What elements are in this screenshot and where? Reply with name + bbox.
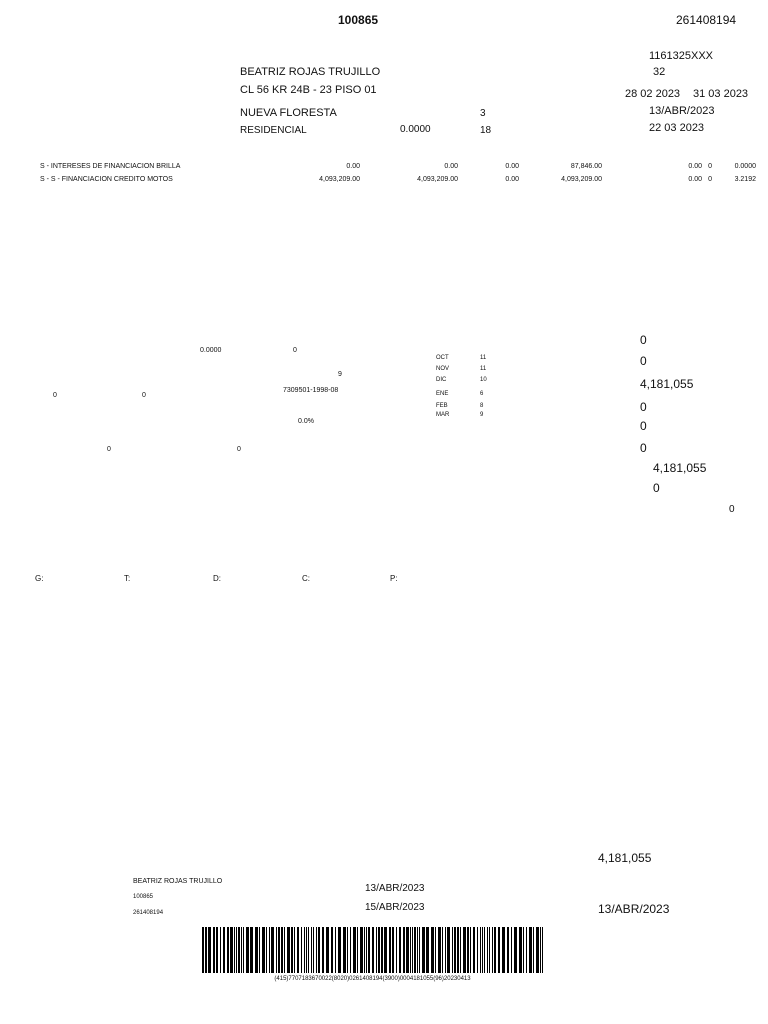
barcode-bar (452, 927, 453, 973)
barcode-bar (494, 927, 496, 973)
charge-col-3: 0.00 (505, 176, 519, 183)
charge-col-5: 0.00 (688, 176, 702, 183)
charge-row (40, 163, 760, 173)
rate-secondary: 0.0000 (200, 347, 222, 354)
barcode-bar (392, 927, 394, 973)
barcode-bar (463, 927, 466, 973)
barcode-bar (419, 927, 420, 973)
customer-address: CL 56 KR 24B - 23 PISO 01 (240, 84, 377, 96)
history-month: DIC (436, 377, 447, 383)
barcode-bar (477, 927, 478, 973)
barcode-bar (278, 927, 280, 973)
issue-date: 22 03 2023 (649, 122, 705, 134)
code-d-label: D: (213, 574, 221, 583)
code-c-label: C: (302, 574, 310, 583)
barcode-bar (457, 927, 459, 973)
stub-account: 100865 (133, 894, 154, 900)
barcode-bar (281, 927, 283, 973)
barcode-bar (297, 927, 299, 973)
barcode-bar (473, 927, 475, 973)
barcode-bar (540, 927, 541, 973)
charge-col-3: 0.00 (505, 163, 519, 170)
barcode-bar (484, 927, 485, 973)
barcode-bar (246, 927, 249, 973)
charge-col-6: 0 (708, 176, 712, 183)
middle-nine: 9 (338, 371, 342, 378)
charge-concept: S - S - FINANCIACION CREDITO MOTOS (40, 176, 173, 183)
barcode-bar (422, 927, 425, 973)
barcode-bar (230, 927, 233, 973)
charge-concept: S - INTERESES DE FINANCIACION BRILLA (40, 163, 181, 170)
barcode-bar (313, 927, 314, 973)
barcode-text: (415)7707183670022(8020)0261408194(3900)0004181055(96)20230413 (274, 976, 471, 982)
barcode-bar (202, 927, 204, 973)
barcode-bar (442, 927, 443, 973)
barcode-bar (284, 927, 285, 973)
barcode-bar (523, 927, 524, 973)
barcode-bar (399, 927, 401, 973)
barcode-bar (542, 927, 543, 973)
barcode-bar (406, 927, 409, 973)
barcode-bar (208, 927, 211, 973)
barcode-bar (526, 927, 527, 973)
barcode-bar (326, 927, 329, 973)
barcode-bar (335, 927, 336, 973)
history-month: MAR (436, 412, 450, 418)
charge-col-7: 0.0000 (734, 163, 756, 170)
barcode-bar (322, 927, 324, 973)
barcode-bar (238, 927, 240, 973)
barcode-bar (426, 927, 429, 973)
due-date: 13/ABR/2023 (649, 105, 715, 117)
barcode-bar (489, 927, 490, 973)
barcode-bar (350, 927, 351, 973)
barcode-bar (381, 927, 383, 973)
stub-date-2: 15/ABR/2023 (365, 902, 425, 913)
barcode-bar (396, 927, 397, 973)
barcode-bar (357, 927, 358, 973)
stub-total: 4,181,055 (598, 851, 652, 865)
history-month: FEB (436, 403, 448, 409)
barcode-bar (227, 927, 229, 973)
barcode-bar (276, 927, 277, 973)
total-line-6: 0 (640, 441, 647, 455)
barcode-bar (262, 927, 265, 973)
left-zero-4: 0 (237, 446, 241, 453)
period-start: 28 02 2023 (625, 88, 681, 100)
barcode-bar (220, 927, 221, 973)
barcode-bar (417, 927, 418, 973)
charge-col-7: 3.2192 (734, 176, 756, 183)
history-value: 11 (480, 355, 487, 361)
barcode-bar (271, 927, 274, 973)
barcode-bar (438, 927, 441, 973)
barcode-bar (236, 927, 237, 973)
barcode-bar (507, 927, 509, 973)
barcode-bar (243, 927, 244, 973)
barcode-bar (318, 927, 320, 973)
stub-due-date: 13/ABR/2023 (598, 902, 670, 916)
barcode-bar (366, 927, 367, 973)
barcode-bar (291, 927, 293, 973)
barcode-bar (304, 927, 305, 973)
barcode-bar (533, 927, 534, 973)
stub-customer-name: BEATRIZ ROJAS TRUJILLO (133, 878, 223, 885)
charge-row (40, 176, 760, 186)
barcode-bar (205, 927, 207, 973)
history-value: 9 (480, 412, 484, 418)
total-line-2: 0 (640, 354, 647, 368)
barcode-bar (360, 927, 363, 973)
barcode-bar (498, 927, 500, 973)
total-line-5: 0 (640, 419, 647, 433)
barcode-bar (316, 927, 317, 973)
barcode-bar (460, 927, 461, 973)
barcode-bar (447, 927, 450, 973)
barcode-bar (412, 927, 413, 973)
barcode-bar (216, 927, 218, 973)
barcode-bar (502, 927, 505, 973)
barcode-bar (467, 927, 469, 973)
barcode-bar (384, 927, 387, 973)
barcode-bar (306, 927, 307, 973)
history-value: 8 (480, 403, 484, 409)
history-value: 10 (480, 377, 487, 383)
barcode-bar (311, 927, 312, 973)
barcode-bar (431, 927, 434, 973)
account-number: 100865 (338, 13, 379, 27)
barcode-bar (403, 927, 405, 973)
left-zero-1: 0 (53, 392, 57, 399)
barcode-bar (223, 927, 225, 973)
barcode-bar (368, 927, 370, 973)
charge-col-1: 0.00 (346, 163, 360, 170)
middle-zero: 0 (293, 347, 297, 354)
barcode-bar (287, 927, 290, 973)
days: 18 (480, 125, 492, 136)
barcode-bar (529, 927, 532, 973)
barcode-bar (343, 927, 346, 973)
stratum: 3 (480, 108, 486, 119)
charge-col-1: 4,093,209.00 (319, 176, 360, 183)
barcode-bar (259, 927, 260, 973)
period-end: 31 03 2023 (693, 88, 749, 100)
barcode-bar (492, 927, 493, 973)
payment-barcode (200, 927, 545, 973)
meter-value: 32 (653, 66, 666, 78)
charge-col-5: 0.00 (688, 163, 702, 170)
invoice-number: 261408194 (676, 13, 737, 27)
barcode-bar (213, 927, 215, 973)
barcode-bar (410, 927, 411, 973)
barcode-bar (241, 927, 242, 973)
total-line-1: 0 (640, 333, 647, 347)
barcode-bar (269, 927, 270, 973)
barcode-bar (454, 927, 456, 973)
history-value: 11 (480, 366, 487, 372)
total-line-8: 0 (653, 481, 660, 495)
barcode-bar (511, 927, 512, 973)
barcode-bar (376, 927, 377, 973)
barcode-bar (470, 927, 471, 973)
left-zero-3: 0 (107, 446, 111, 453)
barcode-bar (519, 927, 522, 973)
barcode-bar (266, 927, 267, 973)
stub-invoice: 261408194 (133, 910, 164, 916)
barcode-bar (347, 927, 348, 973)
barcode-bar (445, 927, 446, 973)
barcode-bar (308, 927, 309, 973)
charge-col-4: 87,846.00 (570, 163, 602, 170)
usage-type: RESIDENCIAL (240, 125, 307, 136)
barcode-bar (338, 927, 341, 973)
barcode-bar (294, 927, 295, 973)
barcode-bar (234, 927, 235, 973)
barcode-bar (364, 927, 365, 973)
total-line-3: 4,181,055 (640, 377, 694, 391)
barcode-bar (389, 927, 391, 973)
barcode-bar (480, 927, 481, 973)
rate: 0.0000 (400, 124, 431, 135)
barcode-bar (372, 927, 374, 973)
reference-code: 7309501-1998-08 (283, 387, 339, 394)
total-line-7: 4,181,055 (653, 461, 707, 475)
charge-col-6: 0 (708, 163, 712, 170)
charge-col-2: 4,093,209.00 (417, 176, 458, 183)
barcode-bar (487, 927, 488, 973)
barcode-bar (301, 927, 302, 973)
percent-value: 0.0% (298, 418, 314, 425)
charge-col-2: 0.00 (444, 163, 458, 170)
barcode-bar (414, 927, 416, 973)
history-value: 6 (480, 391, 484, 397)
left-zero-2: 0 (142, 392, 146, 399)
total-line-9: 0 (729, 504, 735, 515)
barcode-bar (514, 927, 517, 973)
barcode-bar (536, 927, 539, 973)
barcode-bar (482, 927, 483, 973)
history-month: OCT (436, 355, 449, 361)
total-line-4: 0 (640, 400, 647, 414)
neighborhood: NUEVA FLORESTA (240, 107, 337, 119)
barcode-bar (353, 927, 356, 973)
barcode-bar (435, 927, 436, 973)
barcode-bar (331, 927, 333, 973)
barcode-bar (250, 927, 253, 973)
barcode-bar (255, 927, 258, 973)
code-g-label: G: (35, 574, 44, 583)
customer-name: BEATRIZ ROJAS TRUJILLO (240, 66, 381, 78)
history-month: ENE (436, 391, 449, 397)
barcode-bar (378, 927, 380, 973)
code-t-label: T: (124, 574, 131, 583)
stub-date-1: 13/ABR/2023 (365, 883, 425, 894)
history-month: NOV (436, 366, 450, 372)
code-p-label: P: (390, 574, 398, 583)
charge-col-4: 4,093,209.00 (561, 176, 602, 183)
meter-code: 1161325XXX (649, 50, 714, 62)
